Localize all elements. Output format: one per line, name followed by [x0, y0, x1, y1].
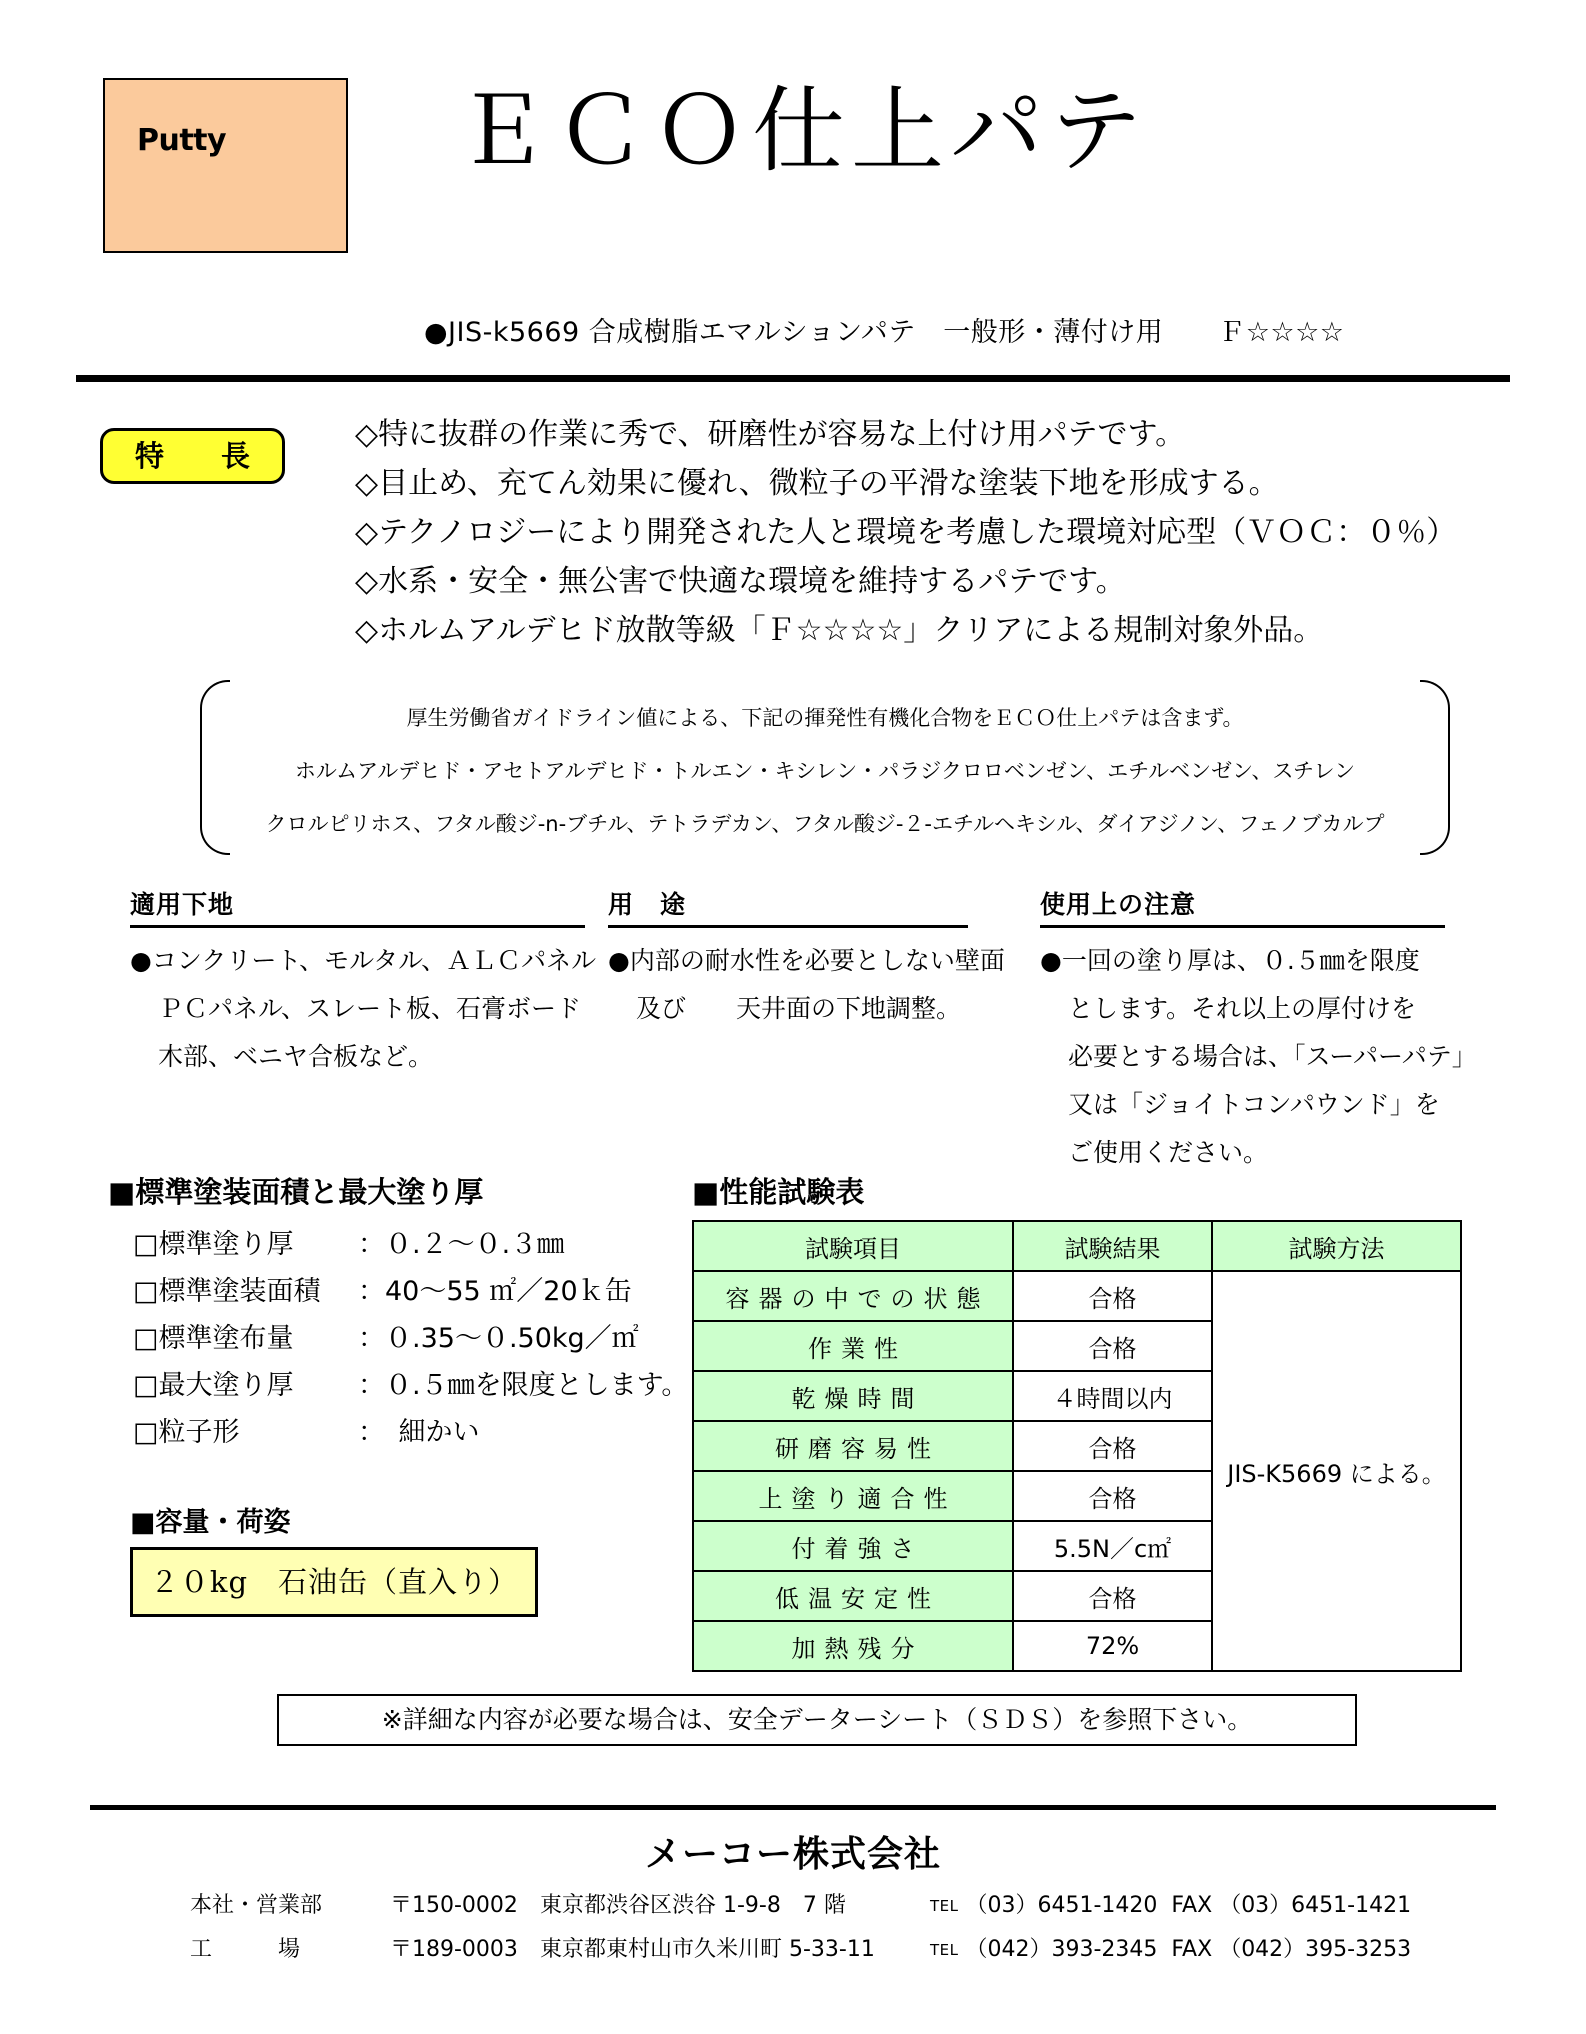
column-usage-line-1: ●内部の耐水性を必要としない壁面	[608, 946, 1005, 975]
address-label: 工 場	[190, 1937, 301, 1962]
table-row	[693, 1271, 1461, 1321]
address-factory	[190, 1932, 1411, 1963]
table-cell-item: 研磨容易性	[693, 1421, 1013, 1471]
table-cell-item: 作業性	[693, 1321, 1013, 1371]
table-cell-result: ４時間以内	[1013, 1371, 1212, 1421]
spec-label: □標準塗装面積	[133, 1276, 321, 1307]
list-item: ◇テクノロジーにより開発された人と環境を考慮した環境対応型（ＶＯＣ：０％）	[355, 515, 1457, 550]
column-divider	[130, 925, 585, 928]
voc-note-lines	[230, 692, 1420, 851]
table-cell-item: 低温安定性	[693, 1571, 1013, 1621]
address-zip: 〒150-0002	[390, 1893, 518, 1918]
column-usage	[608, 885, 1005, 1033]
spec-label: □粒子形	[133, 1417, 240, 1448]
table-cell-item: 上塗り適合性	[693, 1471, 1013, 1521]
spec-label: □標準塗り厚	[133, 1229, 294, 1260]
spec-sep: ：	[358, 1276, 385, 1307]
table-cell-item: 乾燥時間	[693, 1371, 1013, 1421]
category-badge	[103, 78, 348, 253]
jis-spec-line: ●JIS-k5669 合成樹脂エマルションパテ 一般形・薄付け用 Ｆ☆☆☆☆	[424, 317, 1345, 348]
table-cell-result: 合格	[1013, 1471, 1212, 1521]
list-item: ◇水系・安全・無公害で快適な環境を維持するパテです。	[355, 564, 1126, 599]
category-badge-label: Putty	[137, 123, 227, 158]
bracket-left	[200, 680, 230, 855]
table-cell-result: 72%	[1013, 1621, 1212, 1671]
header-divider	[76, 375, 1510, 382]
spec-row	[108, 1221, 668, 1268]
column-caution-line-4: 又は「ジョイトコンパウンド」を	[1068, 1090, 1440, 1119]
table-cell-result: 5.5N／c㎡	[1013, 1521, 1212, 1571]
table-cell-item: 容器の中での状態	[693, 1271, 1013, 1321]
table-header-result: 試験結果	[1013, 1221, 1212, 1271]
tel-number: （042）393-2345	[965, 1937, 1158, 1962]
column-substrate-line-3: 木部、ベニヤ合板など。	[158, 1042, 434, 1071]
spec-sep: ：	[358, 1323, 385, 1354]
table-cell-result: 合格	[1013, 1421, 1212, 1471]
spec-value: 細かい	[371, 1417, 480, 1448]
address-headquarters	[190, 1888, 1411, 1919]
spec-value: ０.35〜０.50kg／㎡	[385, 1323, 639, 1354]
spec-value: ０.５㎜を限度とします。	[385, 1370, 689, 1401]
capacity-block	[130, 1500, 600, 1617]
address-label: 本社・営業部	[190, 1893, 323, 1918]
voc-note-line-2: ホルムアルデヒド・アセトアルデヒド・トルエン・キシレン・パラジクロロベンゼン、エチルベンゼン、スチレン	[294, 759, 1356, 783]
table-cell-result: 合格	[1013, 1271, 1212, 1321]
capacity-value-box	[130, 1547, 538, 1617]
sds-note-text: ※詳細な内容が必要な場合は、安全データーシート（ＳＤＳ）を参照下さい。	[381, 1705, 1253, 1734]
spec-row	[108, 1315, 668, 1362]
performance-table-block	[692, 1170, 1462, 1672]
spec-label: □標準塗布量	[133, 1323, 294, 1354]
capacity-value: ２０kg 石油缶（直入り）	[149, 1565, 519, 1599]
page-header	[0, 0, 1586, 300]
spec-value: 40〜55 ㎡／20ｋ缶	[385, 1276, 632, 1307]
footer-divider	[90, 1805, 1496, 1810]
spec-value: ０.２〜０.３㎜	[385, 1229, 565, 1260]
table-cell-item: 付着強さ	[693, 1521, 1013, 1571]
spec-row	[108, 1268, 668, 1315]
spec-label: □最大塗り厚	[133, 1370, 294, 1401]
fax-prefix: FAX	[1171, 1893, 1213, 1918]
address-body: 東京都渋谷区渋谷 1-9-8 7 階	[540, 1893, 846, 1918]
features-badge	[100, 428, 285, 484]
performance-table	[692, 1220, 1462, 1672]
tel-prefix: TEL	[930, 1941, 959, 1959]
column-caution	[1040, 885, 1477, 1177]
voc-note-line-3: クロルピリホス、フタル酸ジ-n-ブチル、テトラデカン、フタル酸ジ-２-エチルヘキシル、ダイアジノン、フェノブカルプ	[265, 812, 1385, 836]
voc-note-intro: 厚生労働省ガイドライン値による、下記の揮発性有機化合物をＥＣＯ仕上パテは含まず。	[406, 706, 1244, 730]
column-caution-line-2: とします。それ以上の厚付けを	[1068, 994, 1417, 1023]
column-caution-line-5: ご使用ください。	[1068, 1138, 1269, 1167]
spec-sep: ：	[358, 1417, 372, 1448]
voc-note-box	[200, 680, 1450, 855]
bracket-right	[1420, 680, 1450, 855]
column-substrate-title: 適用下地	[130, 890, 235, 919]
table-header-item: 試験項目	[693, 1221, 1013, 1271]
page-title: ＥＣＯ仕上パテ	[455, 77, 1148, 185]
column-divider	[1040, 925, 1445, 928]
tel-number: （03）6451-1420	[965, 1893, 1158, 1918]
column-caution-line-3: 必要とする場合は、「スーパーパテ」	[1068, 1042, 1477, 1071]
table-header-row	[693, 1221, 1461, 1271]
table-header-method: 試験方法	[1212, 1221, 1461, 1271]
sds-note-box	[277, 1694, 1357, 1746]
spec-sep: ：	[358, 1370, 385, 1401]
capacity-title: ■容量・荷姿	[130, 1507, 291, 1538]
column-substrate-line-2: ＰＣパネル、スレート板、石膏ボード	[158, 994, 582, 1023]
address-zip: 〒189-0003	[390, 1937, 518, 1962]
column-usage-title: 用 途	[608, 890, 687, 919]
spec-list-title: ■標準塗装面積と最大塗り厚	[108, 1175, 484, 1209]
table-cell-item: 加熱残分	[693, 1621, 1013, 1671]
column-substrate-line-1: ●コンクリート、モルタル、ＡＬＣパネル	[130, 946, 597, 975]
tel-prefix: TEL	[930, 1897, 959, 1915]
fax-number: （042）395-3253	[1219, 1937, 1412, 1962]
table-cell-result: 合格	[1013, 1571, 1212, 1621]
column-divider	[608, 925, 968, 928]
table-cell-method: JIS-K5669 による。	[1212, 1271, 1461, 1671]
address-body: 東京都東村山市久米川町 5-33-11	[540, 1937, 875, 1962]
fax-number: （03）6451-1421	[1219, 1893, 1412, 1918]
column-usage-line-2: 及び 天井面の下地調整。	[636, 994, 962, 1023]
table-cell-result: 合格	[1013, 1321, 1212, 1371]
company-name: メーコー株式会社	[644, 1834, 941, 1875]
spec-row	[108, 1362, 689, 1409]
fax-prefix: FAX	[1171, 1937, 1213, 1962]
column-caution-title: 使用上の注意	[1040, 890, 1197, 919]
features-badge-label: 特 長	[134, 439, 264, 473]
list-item: ◇ホルムアルデヒド放散等級「Ｆ☆☆☆☆」クリアによる規制対象外品。	[355, 613, 1324, 648]
column-caution-line-1: ●一回の塗り厚は、０.５㎜を限度	[1040, 946, 1420, 975]
column-substrate	[130, 885, 597, 1081]
features-list	[355, 410, 1515, 655]
spec-sep: ：	[358, 1229, 385, 1260]
list-item: ◇特に抜群の作業に秀で、研磨性が容易な上付け用パテです。	[355, 417, 1186, 452]
spec-list	[108, 1170, 689, 1456]
spec-row	[108, 1409, 668, 1456]
performance-table-title: ■性能試験表	[692, 1175, 865, 1209]
list-item: ◇目止め、充てん効果に優れ、微粒子の平滑な塗装下地を形成する。	[355, 466, 1279, 501]
